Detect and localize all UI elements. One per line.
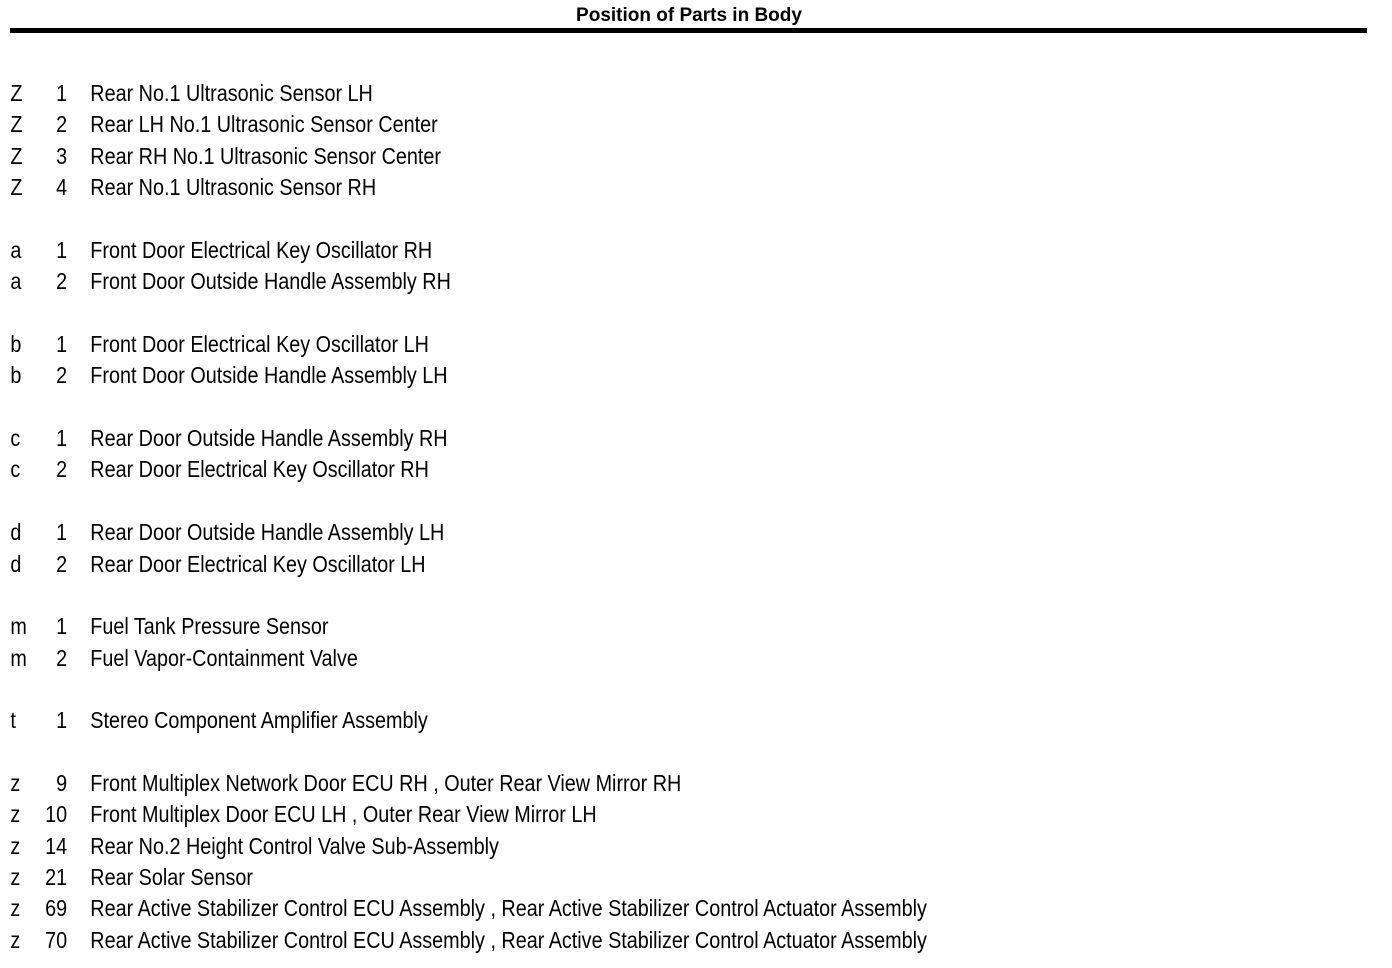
part-name: Front Multiplex Door ECU LH , Outer Rear View Mirror LH [90, 801, 597, 827]
connector-code: m [10, 645, 27, 671]
connector-code: z [10, 770, 21, 796]
connector-code: Z [10, 143, 23, 169]
connector-code: b [10, 362, 22, 388]
part-name: Front Door Electrical Key Oscillator LH [90, 331, 429, 357]
connector-code: d [10, 519, 22, 545]
connector-number: 9 [56, 770, 68, 796]
connector-number: 14 [45, 833, 68, 859]
connector-number: 3 [56, 143, 68, 169]
connector-code: Z [10, 111, 23, 137]
connector-code: m [10, 613, 27, 639]
connector-code: b [10, 331, 22, 357]
connector-code: a [10, 237, 22, 263]
connector-number: 1 [56, 707, 68, 733]
part-name: Rear Door Electrical Key Oscillator LH [90, 551, 426, 577]
connector-number: 1 [56, 519, 68, 545]
part-name: Front Door Outside Handle Assembly RH [90, 268, 451, 294]
connector-code: z [10, 895, 21, 921]
connector-number: 1 [56, 237, 68, 263]
part-name: Rear Solar Sensor [90, 864, 254, 890]
connector-code: z [10, 801, 21, 827]
connector-number: 2 [56, 268, 68, 294]
part-name: Rear RH No.1 Ultrasonic Sensor Center [90, 143, 441, 169]
connector-code: z [10, 833, 21, 859]
part-name: Rear Active Stabilizer Control ECU Assembly , Rear Active Stabilizer Control Actuator Assembly [90, 895, 927, 921]
connector-code: z [10, 927, 21, 953]
connector-code: d [10, 551, 22, 577]
connector-number: 2 [56, 456, 68, 482]
connector-code: a [10, 268, 22, 294]
connector-number: 2 [56, 551, 68, 577]
connector-number: 2 [56, 111, 68, 137]
connector-number: 69 [45, 895, 68, 921]
part-name: Rear Door Outside Handle Assembly RH [90, 425, 448, 451]
connector-number: 70 [45, 927, 68, 953]
part-name: Stereo Component Amplifier Assembly [90, 707, 428, 733]
connector-number: 4 [56, 174, 68, 200]
connector-number: 1 [56, 613, 68, 639]
connector-code: c [10, 425, 21, 451]
part-name: Rear No.2 Height Control Valve Sub-Assembly [90, 833, 499, 859]
part-name: Front Door Electrical Key Oscillator RH [90, 237, 433, 263]
part-name: Front Multiplex Network Door ECU RH , Outer Rear View Mirror RH [90, 770, 682, 796]
part-name: Rear LH No.1 Ultrasonic Sensor Center [90, 111, 438, 137]
connector-code: Z [10, 174, 23, 200]
part-name: Fuel Vapor-Containment Valve [90, 645, 358, 671]
part-name: Rear No.1 Ultrasonic Sensor LH [90, 80, 373, 106]
connector-number: 2 [56, 362, 68, 388]
connector-code: t [10, 707, 16, 733]
connector-number: 21 [45, 864, 68, 890]
part-name: Rear No.1 Ultrasonic Sensor RH [90, 174, 377, 200]
connector-number: 10 [45, 801, 68, 827]
connector-code: c [10, 456, 21, 482]
part-name: Fuel Tank Pressure Sensor [90, 613, 329, 639]
connector-code: Z [10, 80, 23, 106]
connector-code: z [10, 864, 21, 890]
part-name: Rear Door Electrical Key Oscillator RH [90, 456, 429, 482]
connector-number: 2 [56, 645, 68, 671]
part-name: Rear Door Outside Handle Assembly LH [90, 519, 445, 545]
connector-number: 1 [56, 331, 68, 357]
connector-number: 1 [56, 425, 68, 451]
page-title: Position of Parts in Body [576, 5, 802, 26]
part-name: Rear Active Stabilizer Control ECU Assembly , Rear Active Stabilizer Control Actuator Assembly [90, 927, 927, 953]
part-name: Front Door Outside Handle Assembly LH [90, 362, 448, 388]
connector-number: 1 [56, 80, 68, 106]
